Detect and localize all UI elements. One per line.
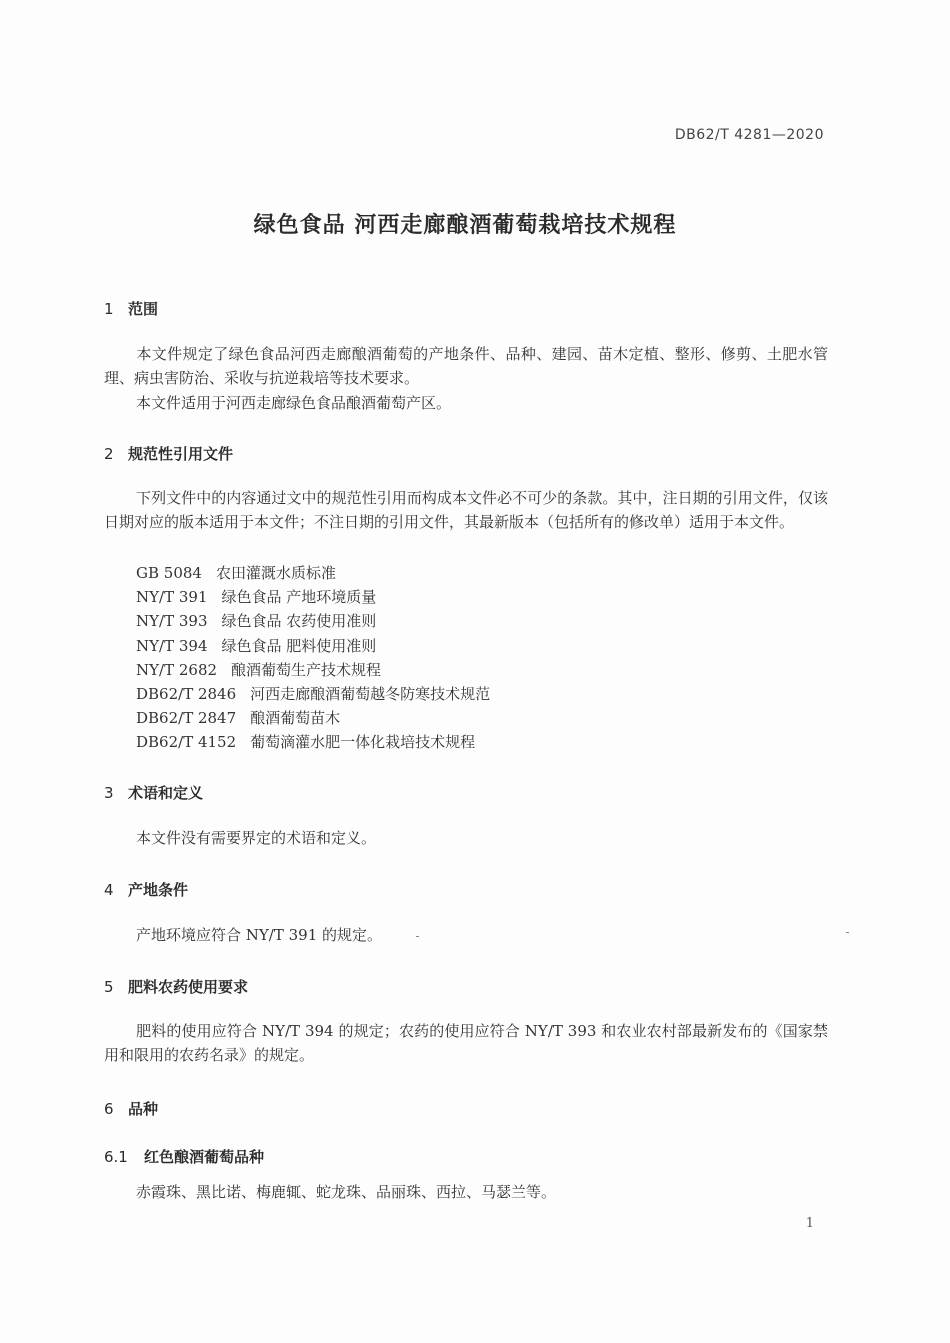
reference-title: 酿酒葡萄苗木 (250, 709, 341, 728)
reference-item (136, 658, 490, 682)
subsection-6-1-paragraph-1 (104, 1180, 828, 1204)
section-title: 范围 (128, 300, 159, 318)
paragraph-text: 赤霞珠、黑比诺、梅鹿辄、蛇龙珠、品丽珠、西拉、马瑟兰等。 (136, 1183, 557, 1201)
reference-item (136, 561, 490, 585)
paragraph-text: 本文件适用于河西走廊绿色食品酿酒葡萄产区。 (136, 394, 452, 412)
section-1-heading (104, 298, 158, 319)
paragraph-text: 下列文件中的内容通过文中的规范性引用而构成本文件必不可少的条款。其中，注日期的引用文件，仅该日期对应的版本适用于本文件；不注日期的引用文件，其最新版本（包括所有的修改单）适用于本文件。 (104, 489, 828, 531)
section-number: 1 (104, 300, 114, 318)
reference-code: GB 5084 (136, 564, 202, 582)
section-title: 肥料农药使用要求 (128, 978, 249, 996)
reference-code: DB62/T 2847 (136, 709, 237, 728)
reference-title: 河西走廊酿酒葡萄越冬防寒技术规范 (250, 685, 491, 704)
reference-code: NY/T 391 (136, 588, 208, 607)
reference-title: 酿酒葡萄生产技术规程 (231, 660, 382, 679)
document-code: DB62/T 4281—2020 (674, 127, 824, 143)
reference-item (136, 634, 490, 658)
reference-item (136, 682, 490, 706)
section-title: 品种 (128, 1100, 159, 1118)
scan-speck (846, 932, 849, 933)
section-2-paragraph-1 (104, 486, 828, 534)
section-2-heading (104, 443, 233, 464)
scan-speck (416, 936, 419, 937)
section-4-heading (104, 879, 188, 900)
section-title: 术语和定义 (128, 784, 204, 802)
subsection-6-1-heading (104, 1146, 264, 1167)
section-number: 5 (104, 978, 114, 996)
normative-reference-list (136, 561, 490, 755)
reference-title: 绿色食品 肥料使用准则 (221, 636, 377, 655)
reference-item (136, 609, 490, 633)
section-title: 规范性引用文件 (128, 445, 234, 463)
section-title: 产地条件 (128, 881, 189, 899)
section-number: 6 (104, 1100, 114, 1118)
section-6-heading (104, 1098, 158, 1119)
subsection-number: 6.1 (104, 1148, 128, 1166)
section-5-heading (104, 976, 248, 997)
reference-item (136, 730, 490, 754)
reference-title: 农田灌溉水质标准 (215, 564, 336, 582)
reference-code: NY/T 2682 (136, 660, 218, 679)
section-number: 3 (104, 784, 114, 802)
section-1-paragraph-1 (104, 342, 828, 390)
reference-code: DB62/T 4152 (136, 733, 237, 752)
paragraph-text: 本文件规定了绿色食品河西走廊酿酒葡萄的产地条件、品种、建园、苗木定植、整形、修剪、土肥水管理、病虫害防治、采收与抗逆栽培等技术要求。 (104, 345, 828, 387)
reference-title: 葡萄滴灌水肥一体化栽培技术规程 (250, 733, 476, 752)
section-3-paragraph-1 (104, 826, 828, 850)
paragraph-text: 肥料的使用应符合 NY/T 394 的规定；农药的使用应符合 NY/T 393 和农业农村部最新发布的《国家禁用和限用的农药名录》的规定。 (104, 1022, 828, 1064)
section-1-paragraph-2 (104, 391, 828, 415)
reference-code: NY/T 393 (136, 612, 208, 631)
paragraph-text: 本文件没有需要界定的术语和定义。 (136, 829, 377, 847)
subsection-title: 红色酿酒葡萄品种 (144, 1148, 265, 1166)
page-number: 1 (805, 1216, 814, 1231)
reference-code: DB62/T 2846 (136, 685, 237, 704)
section-5-paragraph-1 (104, 1019, 828, 1067)
document-title: 绿色食品 河西走廊酿酒葡萄栽培技术规程 (253, 213, 677, 238)
reference-title: 绿色食品 农药使用准则 (221, 612, 377, 631)
section-number: 2 (104, 445, 114, 463)
reference-item (136, 585, 490, 609)
reference-code: NY/T 394 (136, 636, 208, 655)
reference-item (136, 706, 490, 730)
paragraph-text: 产地环境应符合 NY/T 391 的规定。 (136, 926, 383, 944)
section-3-heading (104, 782, 203, 803)
section-4-paragraph-1 (104, 923, 828, 947)
reference-title: 绿色食品 产地环境质量 (221, 588, 377, 607)
section-number: 4 (104, 881, 114, 899)
